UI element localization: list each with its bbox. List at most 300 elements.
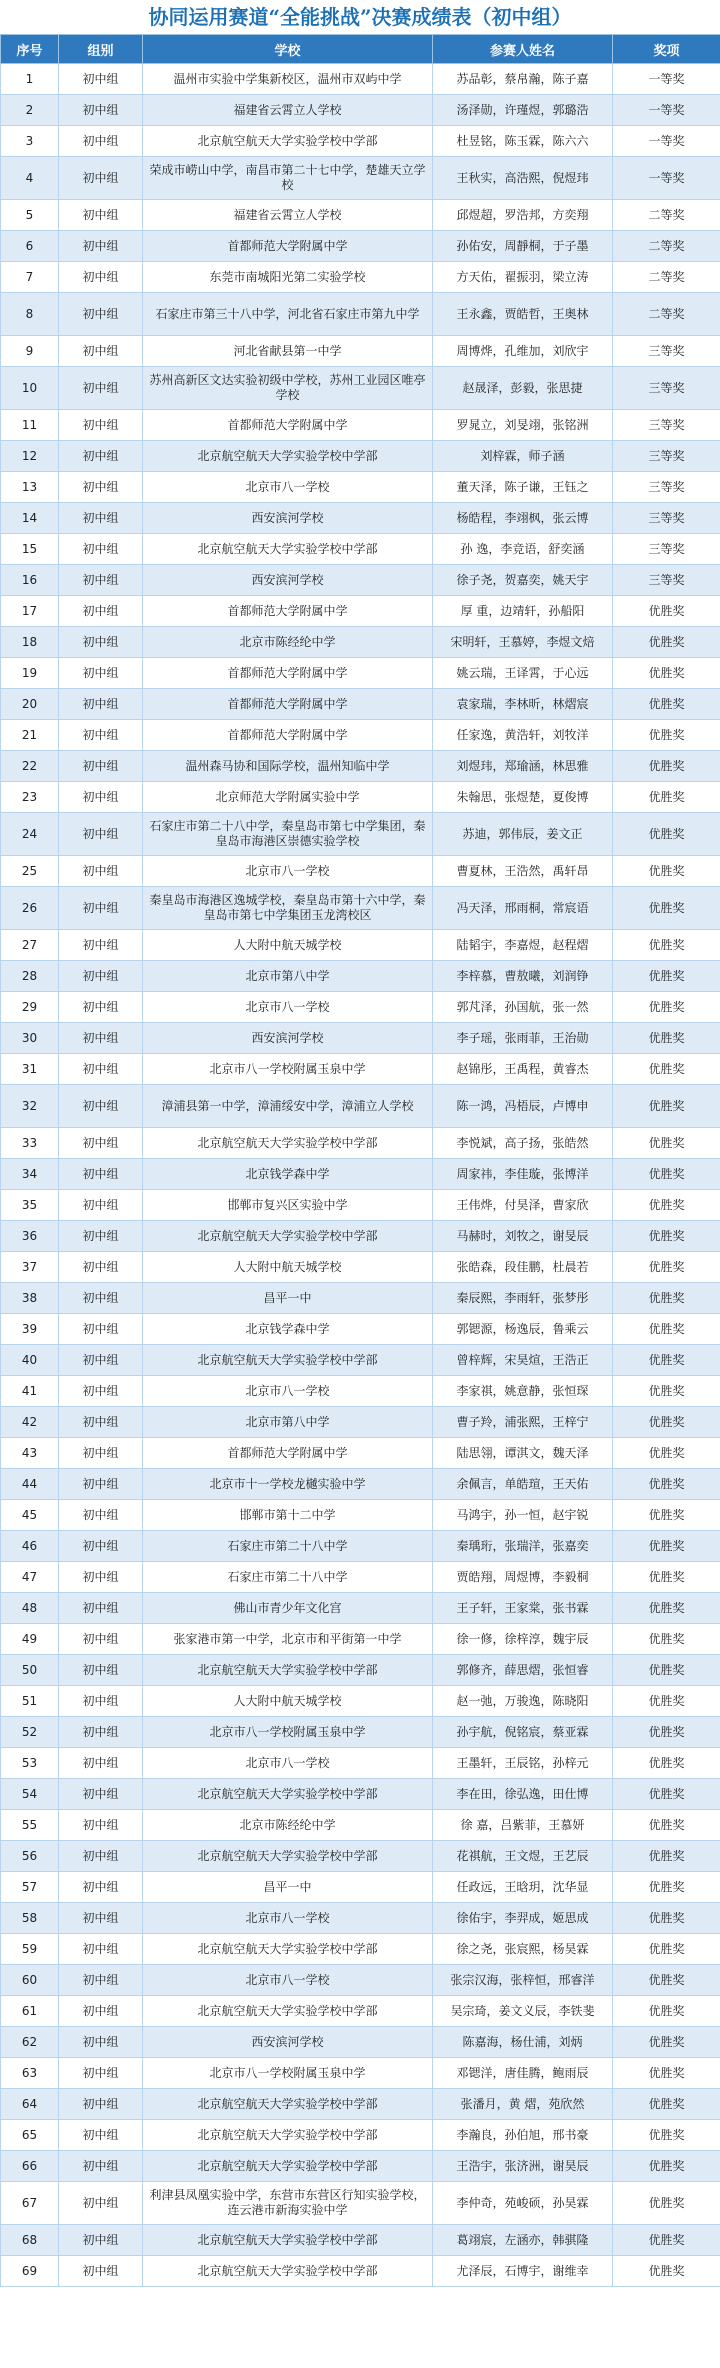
table-row <box>1 1531 720 1562</box>
cell-participants: 秦瑀珩，张瑞洋，张嘉奕 <box>433 1531 613 1562</box>
cell-award: 优胜奖 <box>613 2151 720 2182</box>
table-row <box>1 856 720 887</box>
cell-participants: 李瀚良，孙伯旭，邢书豪 <box>433 2120 613 2151</box>
cell-group: 初中组 <box>59 1500 143 1531</box>
cell-group: 初中组 <box>59 856 143 887</box>
cell-award: 三等奖 <box>613 503 720 534</box>
cell-school: 首都师范大学附属中学 <box>143 658 433 689</box>
cell-index: 47 <box>1 1562 59 1593</box>
cell-award: 三等奖 <box>613 336 720 367</box>
cell-group: 初中组 <box>59 2027 143 2058</box>
table-row <box>1 2058 720 2089</box>
cell-award: 优胜奖 <box>613 1054 720 1085</box>
cell-award: 优胜奖 <box>613 856 720 887</box>
cell-group: 初中组 <box>59 1593 143 1624</box>
cell-award: 优胜奖 <box>613 1562 720 1593</box>
cell-participants: 孙宇航，倪铭宸，蔡亚霖 <box>433 1717 613 1748</box>
cell-index: 8 <box>1 293 59 336</box>
cell-participants: 徐 嘉，吕紫菲，王慕妍 <box>433 1810 613 1841</box>
cell-participants: 李在田，徐弘逸，田仕博 <box>433 1779 613 1810</box>
cell-award: 二等奖 <box>613 200 720 231</box>
cell-index: 64 <box>1 2089 59 2120</box>
cell-index: 26 <box>1 887 59 930</box>
cell-group: 初中组 <box>59 1779 143 1810</box>
cell-group: 初中组 <box>59 1283 143 1314</box>
cell-participants: 陈嘉海，杨仕浦，刘炳 <box>433 2027 613 2058</box>
cell-school: 北京航空航天大学实验学校中学部 <box>143 1996 433 2027</box>
cell-school: 西安滨河学校 <box>143 565 433 596</box>
cell-index: 49 <box>1 1624 59 1655</box>
table-row <box>1 1903 720 1934</box>
cell-participants: 邓锶洋，唐佳腾，鲍雨辰 <box>433 2058 613 2089</box>
cell-index: 33 <box>1 1128 59 1159</box>
table-row <box>1 1624 720 1655</box>
cell-index: 10 <box>1 367 59 410</box>
cell-award: 优胜奖 <box>613 961 720 992</box>
cell-group: 初中组 <box>59 262 143 293</box>
cell-index: 53 <box>1 1748 59 1779</box>
cell-group: 初中组 <box>59 1023 143 1054</box>
cell-school: 昌平一中 <box>143 1872 433 1903</box>
table-row <box>1 689 720 720</box>
cell-school: 北京市十一学校龙樾实验中学 <box>143 1469 433 1500</box>
cell-group: 初中组 <box>59 2120 143 2151</box>
cell-award: 优胜奖 <box>613 1624 720 1655</box>
cell-index: 40 <box>1 1345 59 1376</box>
cell-participants: 罗晁立，刘旻翊，张铭洲 <box>433 410 613 441</box>
cell-award: 三等奖 <box>613 410 720 441</box>
cell-participants: 赵锦彤，王禹程，黄睿杰 <box>433 1054 613 1085</box>
cell-participants: 秦辰熙，李雨轩，张梦彤 <box>433 1283 613 1314</box>
table-body <box>1 64 720 2287</box>
cell-award: 优胜奖 <box>613 2225 720 2256</box>
cell-index: 55 <box>1 1810 59 1841</box>
table-row <box>1 1128 720 1159</box>
cell-participants: 贾皓翔，周煜博，李毅桐 <box>433 1562 613 1593</box>
cell-participants: 陈一鸿，冯梧辰，卢博申 <box>433 1085 613 1128</box>
cell-school: 北京钱学森中学 <box>143 1159 433 1190</box>
table-row <box>1 1252 720 1283</box>
table-row <box>1 1562 720 1593</box>
cell-index: 36 <box>1 1221 59 1252</box>
cell-award: 优胜奖 <box>613 887 720 930</box>
cell-index: 44 <box>1 1469 59 1500</box>
table-row <box>1 813 720 856</box>
cell-group: 初中组 <box>59 1624 143 1655</box>
table-row <box>1 262 720 293</box>
cell-award: 三等奖 <box>613 441 720 472</box>
cell-award: 优胜奖 <box>613 1965 720 1996</box>
cell-index: 6 <box>1 231 59 262</box>
cell-award: 优胜奖 <box>613 1023 720 1054</box>
cell-group: 初中组 <box>59 1128 143 1159</box>
cell-group: 初中组 <box>59 1934 143 1965</box>
cell-award: 优胜奖 <box>613 930 720 961</box>
cell-award: 优胜奖 <box>613 627 720 658</box>
cell-participants: 苏品彰，蔡帛瀚，陈子嘉 <box>433 64 613 95</box>
cell-group: 初中组 <box>59 1054 143 1085</box>
table-row <box>1 1779 720 1810</box>
table-row <box>1 1283 720 1314</box>
cell-group: 初中组 <box>59 565 143 596</box>
cell-school: 北京市八一学校 <box>143 472 433 503</box>
cell-group: 初中组 <box>59 1810 143 1841</box>
table-row <box>1 1314 720 1345</box>
cell-index: 48 <box>1 1593 59 1624</box>
table-row <box>1 2151 720 2182</box>
cell-school: 石家庄市第二十八中学 <box>143 1562 433 1593</box>
cell-participants: 孙佑安，周靜桐，于子墨 <box>433 231 613 262</box>
table-row <box>1 2089 720 2120</box>
table-row <box>1 1345 720 1376</box>
header-index: 序号 <box>1 35 59 64</box>
header-award: 奖项 <box>613 35 720 64</box>
cell-group: 初中组 <box>59 658 143 689</box>
cell-participants: 徐一修，徐梓淳，魏宇辰 <box>433 1624 613 1655</box>
cell-participants: 马鸿宇，孙一恒，赵宇锐 <box>433 1500 613 1531</box>
table-row <box>1 1965 720 1996</box>
cell-index: 3 <box>1 126 59 157</box>
cell-participants: 王墨轩，王辰铭，孙梓元 <box>433 1748 613 1779</box>
cell-index: 22 <box>1 751 59 782</box>
cell-school: 温州市实验中学集新校区，温州市双屿中学 <box>143 64 433 95</box>
cell-participants: 李子瑶，张雨菲，王治勋 <box>433 1023 613 1054</box>
cell-participants: 尤泽辰，石博宇，谢维幸 <box>433 2256 613 2287</box>
cell-group: 初中组 <box>59 1438 143 1469</box>
cell-school: 北京航空航天大学实验学校中学部 <box>143 534 433 565</box>
cell-school: 石家庄市第二十八中学，秦皇岛市第七中学集团，秦皇岛市海港区崇德实验学校 <box>143 813 433 856</box>
cell-index: 2 <box>1 95 59 126</box>
table-row <box>1 1469 720 1500</box>
cell-school: 北京航空航天大学实验学校中学部 <box>143 1221 433 1252</box>
cell-school: 邯郸市复兴区实验中学 <box>143 1190 433 1221</box>
table-row <box>1 1023 720 1054</box>
cell-award: 优胜奖 <box>613 1376 720 1407</box>
cell-index: 23 <box>1 782 59 813</box>
cell-index: 63 <box>1 2058 59 2089</box>
header-school: 学校 <box>143 35 433 64</box>
cell-award: 三等奖 <box>613 472 720 503</box>
cell-participants: 马赫时，刘牧之，谢旻辰 <box>433 1221 613 1252</box>
cell-group: 初中组 <box>59 1085 143 1128</box>
cell-participants: 董天泽，陈子谦，王钰之 <box>433 472 613 503</box>
table-row <box>1 503 720 534</box>
cell-school: 福建省云霄立人学校 <box>143 95 433 126</box>
table-row <box>1 2256 720 2287</box>
cell-participants: 杨皓程，李翊枫，张云博 <box>433 503 613 534</box>
cell-group: 初中组 <box>59 1469 143 1500</box>
cell-award: 优胜奖 <box>613 813 720 856</box>
table-header-row <box>1 35 720 64</box>
cell-index: 59 <box>1 1934 59 1965</box>
table-row <box>1 1934 720 1965</box>
table-row <box>1 596 720 627</box>
cell-award: 三等奖 <box>613 534 720 565</box>
table-row <box>1 200 720 231</box>
cell-school: 西安滨河学校 <box>143 1023 433 1054</box>
table-row <box>1 627 720 658</box>
cell-participants: 周博烨，孔维加，刘欣宇 <box>433 336 613 367</box>
cell-index: 66 <box>1 2151 59 2182</box>
cell-group: 初中组 <box>59 1345 143 1376</box>
cell-index: 68 <box>1 2225 59 2256</box>
table-row <box>1 441 720 472</box>
cell-group: 初中组 <box>59 1252 143 1283</box>
cell-group: 初中组 <box>59 961 143 992</box>
header-group: 组别 <box>59 35 143 64</box>
cell-participants: 王子轩，王家棠，张书霖 <box>433 1593 613 1624</box>
cell-index: 62 <box>1 2027 59 2058</box>
cell-index: 31 <box>1 1054 59 1085</box>
cell-index: 57 <box>1 1872 59 1903</box>
cell-school: 首都师范大学附属中学 <box>143 689 433 720</box>
cell-index: 39 <box>1 1314 59 1345</box>
table-row <box>1 1996 720 2027</box>
table-row <box>1 751 720 782</box>
cell-index: 18 <box>1 627 59 658</box>
cell-participants: 周家祎，李佳璇，张博洋 <box>433 1159 613 1190</box>
cell-award: 三等奖 <box>613 367 720 410</box>
cell-school: 首都师范大学附属中学 <box>143 231 433 262</box>
cell-school: 北京市陈经纶中学 <box>143 1810 433 1841</box>
cell-participants: 余佩言，单皓瑄，王天佑 <box>433 1469 613 1500</box>
table-row <box>1 1376 720 1407</box>
cell-award: 优胜奖 <box>613 751 720 782</box>
cell-school: 北京市八一学校 <box>143 1376 433 1407</box>
cell-school: 北京市八一学校 <box>143 856 433 887</box>
cell-participants: 任政远，王晗玥，沈华显 <box>433 1872 613 1903</box>
cell-index: 45 <box>1 1500 59 1531</box>
cell-index: 46 <box>1 1531 59 1562</box>
table-row <box>1 1655 720 1686</box>
table-row <box>1 930 720 961</box>
cell-group: 初中组 <box>59 1996 143 2027</box>
cell-award: 优胜奖 <box>613 596 720 627</box>
cell-award: 三等奖 <box>613 565 720 596</box>
cell-group: 初中组 <box>59 200 143 231</box>
cell-index: 43 <box>1 1438 59 1469</box>
cell-award: 一等奖 <box>613 126 720 157</box>
cell-group: 初中组 <box>59 2182 143 2225</box>
cell-index: 7 <box>1 262 59 293</box>
cell-index: 5 <box>1 200 59 231</box>
table-row <box>1 1085 720 1128</box>
cell-school: 北京航空航天大学实验学校中学部 <box>143 2089 433 2120</box>
cell-index: 4 <box>1 157 59 200</box>
cell-group: 初中组 <box>59 1965 143 1996</box>
cell-group: 初中组 <box>59 1903 143 1934</box>
cell-award: 优胜奖 <box>613 1655 720 1686</box>
cell-school: 北京市八一学校附属玉泉中学 <box>143 2058 433 2089</box>
cell-school: 人大附中航天城学校 <box>143 1686 433 1717</box>
cell-index: 61 <box>1 1996 59 2027</box>
cell-participants: 徐佑宇，李羿成，姬思成 <box>433 1903 613 1934</box>
cell-index: 9 <box>1 336 59 367</box>
table-row <box>1 1593 720 1624</box>
cell-participants: 李仲奇，苑峻硕，孙昊霖 <box>433 2182 613 2225</box>
cell-award: 优胜奖 <box>613 2089 720 2120</box>
cell-participants: 宋明轩，王慕婷，李煜文焙 <box>433 627 613 658</box>
cell-group: 初中组 <box>59 1717 143 1748</box>
cell-school: 温州森马协和国际学校，温州知临中学 <box>143 751 433 782</box>
cell-participants: 汤泽勋，许瑾煜，郭璐浩 <box>433 95 613 126</box>
table-row <box>1 1810 720 1841</box>
cell-school: 首都师范大学附属中学 <box>143 1438 433 1469</box>
cell-group: 初中组 <box>59 64 143 95</box>
table-row <box>1 336 720 367</box>
table-row <box>1 720 720 751</box>
cell-participants: 赵一弛，万骏逸，陈晓阳 <box>433 1686 613 1717</box>
cell-school: 北京市八一学校附属玉泉中学 <box>143 1717 433 1748</box>
cell-index: 27 <box>1 930 59 961</box>
cell-group: 初中组 <box>59 410 143 441</box>
cell-award: 二等奖 <box>613 293 720 336</box>
cell-school: 北京航空航天大学实验学校中学部 <box>143 2256 433 2287</box>
results-table <box>0 34 720 2287</box>
cell-school: 北京航空航天大学实验学校中学部 <box>143 1345 433 1376</box>
cell-participants: 曾梓辉，宋昊煊，王浩正 <box>433 1345 613 1376</box>
cell-participants: 刘梓霖，师子涵 <box>433 441 613 472</box>
cell-school: 漳浦县第一中学，漳浦绥安中学，漳浦立人学校 <box>143 1085 433 1128</box>
cell-award: 优胜奖 <box>613 720 720 751</box>
table-row <box>1 2027 720 2058</box>
cell-index: 11 <box>1 410 59 441</box>
cell-index: 13 <box>1 472 59 503</box>
table-row <box>1 1841 720 1872</box>
table-row <box>1 565 720 596</box>
page-title: 协同运用赛道“全能挑战”决赛成绩表（初中组） <box>148 5 572 29</box>
cell-index: 51 <box>1 1686 59 1717</box>
cell-school: 首都师范大学附属中学 <box>143 720 433 751</box>
cell-index: 16 <box>1 565 59 596</box>
cell-group: 初中组 <box>59 95 143 126</box>
cell-school: 北京航空航天大学实验学校中学部 <box>143 2120 433 2151</box>
cell-index: 32 <box>1 1085 59 1128</box>
cell-group: 初中组 <box>59 293 143 336</box>
cell-participants: 王永鑫，贾皓哲，王奥林 <box>433 293 613 336</box>
cell-index: 69 <box>1 2256 59 2287</box>
cell-school: 河北省献县第一中学 <box>143 336 433 367</box>
cell-participants: 孙 逸，李竞语，舒奕涵 <box>433 534 613 565</box>
cell-school: 东莞市南城阳光第二实验学校 <box>143 262 433 293</box>
cell-participants: 李悦斌，高子扬，张皓然 <box>433 1128 613 1159</box>
table-row <box>1 2182 720 2225</box>
cell-group: 初中组 <box>59 2151 143 2182</box>
cell-group: 初中组 <box>59 534 143 565</box>
cell-award: 优胜奖 <box>613 1500 720 1531</box>
cell-group: 初中组 <box>59 472 143 503</box>
cell-award: 优胜奖 <box>613 1903 720 1934</box>
cell-group: 初中组 <box>59 689 143 720</box>
table-row <box>1 231 720 262</box>
cell-participants: 袁家瑞，李林昕，林熠宸 <box>433 689 613 720</box>
cell-group: 初中组 <box>59 720 143 751</box>
cell-group: 初中组 <box>59 1748 143 1779</box>
cell-school: 人大附中航天城学校 <box>143 1252 433 1283</box>
table-row <box>1 1500 720 1531</box>
cell-award: 优胜奖 <box>613 689 720 720</box>
table-row <box>1 157 720 200</box>
cell-group: 初中组 <box>59 2256 143 2287</box>
table-row <box>1 410 720 441</box>
cell-group: 初中组 <box>59 1190 143 1221</box>
cell-index: 65 <box>1 2120 59 2151</box>
cell-school: 秦皇岛市海港区逸城学校，秦皇岛市第十六中学，秦皇岛市第七中学集团玉龙湾校区 <box>143 887 433 930</box>
cell-award: 优胜奖 <box>613 992 720 1023</box>
cell-group: 初中组 <box>59 1221 143 1252</box>
cell-award: 优胜奖 <box>613 1345 720 1376</box>
table-row <box>1 1748 720 1779</box>
cell-group: 初中组 <box>59 992 143 1023</box>
cell-participants: 徐之尧，张宸熙，杨昊霖 <box>433 1934 613 1965</box>
table-row <box>1 961 720 992</box>
cell-participants: 冯天泽，邢雨桐，常宸语 <box>433 887 613 930</box>
cell-group: 初中组 <box>59 1562 143 1593</box>
cell-index: 20 <box>1 689 59 720</box>
cell-school: 首都师范大学附属中学 <box>143 410 433 441</box>
cell-index: 1 <box>1 64 59 95</box>
cell-index: 14 <box>1 503 59 534</box>
cell-school: 北京市八一学校 <box>143 1965 433 1996</box>
cell-group: 初中组 <box>59 2089 143 2120</box>
cell-award: 优胜奖 <box>613 1810 720 1841</box>
cell-school: 邯郸市第十二中学 <box>143 1500 433 1531</box>
table-row <box>1 1190 720 1221</box>
cell-school: 北京航空航天大学实验学校中学部 <box>143 441 433 472</box>
cell-group: 初中组 <box>59 441 143 472</box>
cell-group: 初中组 <box>59 1655 143 1686</box>
table-row <box>1 1407 720 1438</box>
cell-award: 优胜奖 <box>613 1996 720 2027</box>
cell-participants: 徐子尧，贺嘉奕，姚天宇 <box>433 565 613 596</box>
cell-award: 优胜奖 <box>613 1686 720 1717</box>
cell-group: 初中组 <box>59 503 143 534</box>
cell-participants: 刘煜玮，郑瑜涵，林思雅 <box>433 751 613 782</box>
cell-group: 初中组 <box>59 887 143 930</box>
cell-participants: 姚云瑞，王译霄，于心远 <box>433 658 613 689</box>
cell-participants: 花祺航，王文煜，王艺辰 <box>433 1841 613 1872</box>
cell-index: 29 <box>1 992 59 1023</box>
table-row <box>1 2120 720 2151</box>
cell-award: 优胜奖 <box>613 2027 720 2058</box>
cell-school: 北京市第八中学 <box>143 961 433 992</box>
cell-award: 优胜奖 <box>613 1190 720 1221</box>
cell-participants: 葛翊宸，左涵亦，韩骐隆 <box>433 2225 613 2256</box>
cell-award: 优胜奖 <box>613 1283 720 1314</box>
table-row <box>1 782 720 813</box>
cell-participants: 王浩宇，张济洲，谢昊辰 <box>433 2151 613 2182</box>
cell-award: 优胜奖 <box>613 1531 720 1562</box>
cell-index: 58 <box>1 1903 59 1934</box>
cell-index: 25 <box>1 856 59 887</box>
cell-participants: 郭芃泽，孙国航，张一然 <box>433 992 613 1023</box>
table-row <box>1 1054 720 1085</box>
cell-participants: 曹夏林，王浩然，禹轩昂 <box>433 856 613 887</box>
cell-school: 苏州高新区文达实验初级中学校，苏州工业园区唯亭学校 <box>143 367 433 410</box>
cell-school: 北京市八一学校 <box>143 1903 433 1934</box>
cell-index: 38 <box>1 1283 59 1314</box>
table-row <box>1 534 720 565</box>
cell-group: 初中组 <box>59 813 143 856</box>
cell-group: 初中组 <box>59 126 143 157</box>
cell-school: 利津县凤凰实验中学，东营市东营区行知实验学校，连云港市新海实验中学 <box>143 2182 433 2225</box>
cell-participants: 陆思翎，谭淇文，魏天泽 <box>433 1438 613 1469</box>
table-row <box>1 1686 720 1717</box>
cell-participants: 王伟烨，付昊泽，曹家欣 <box>433 1190 613 1221</box>
cell-index: 42 <box>1 1407 59 1438</box>
cell-group: 初中组 <box>59 1159 143 1190</box>
table-row <box>1 95 720 126</box>
